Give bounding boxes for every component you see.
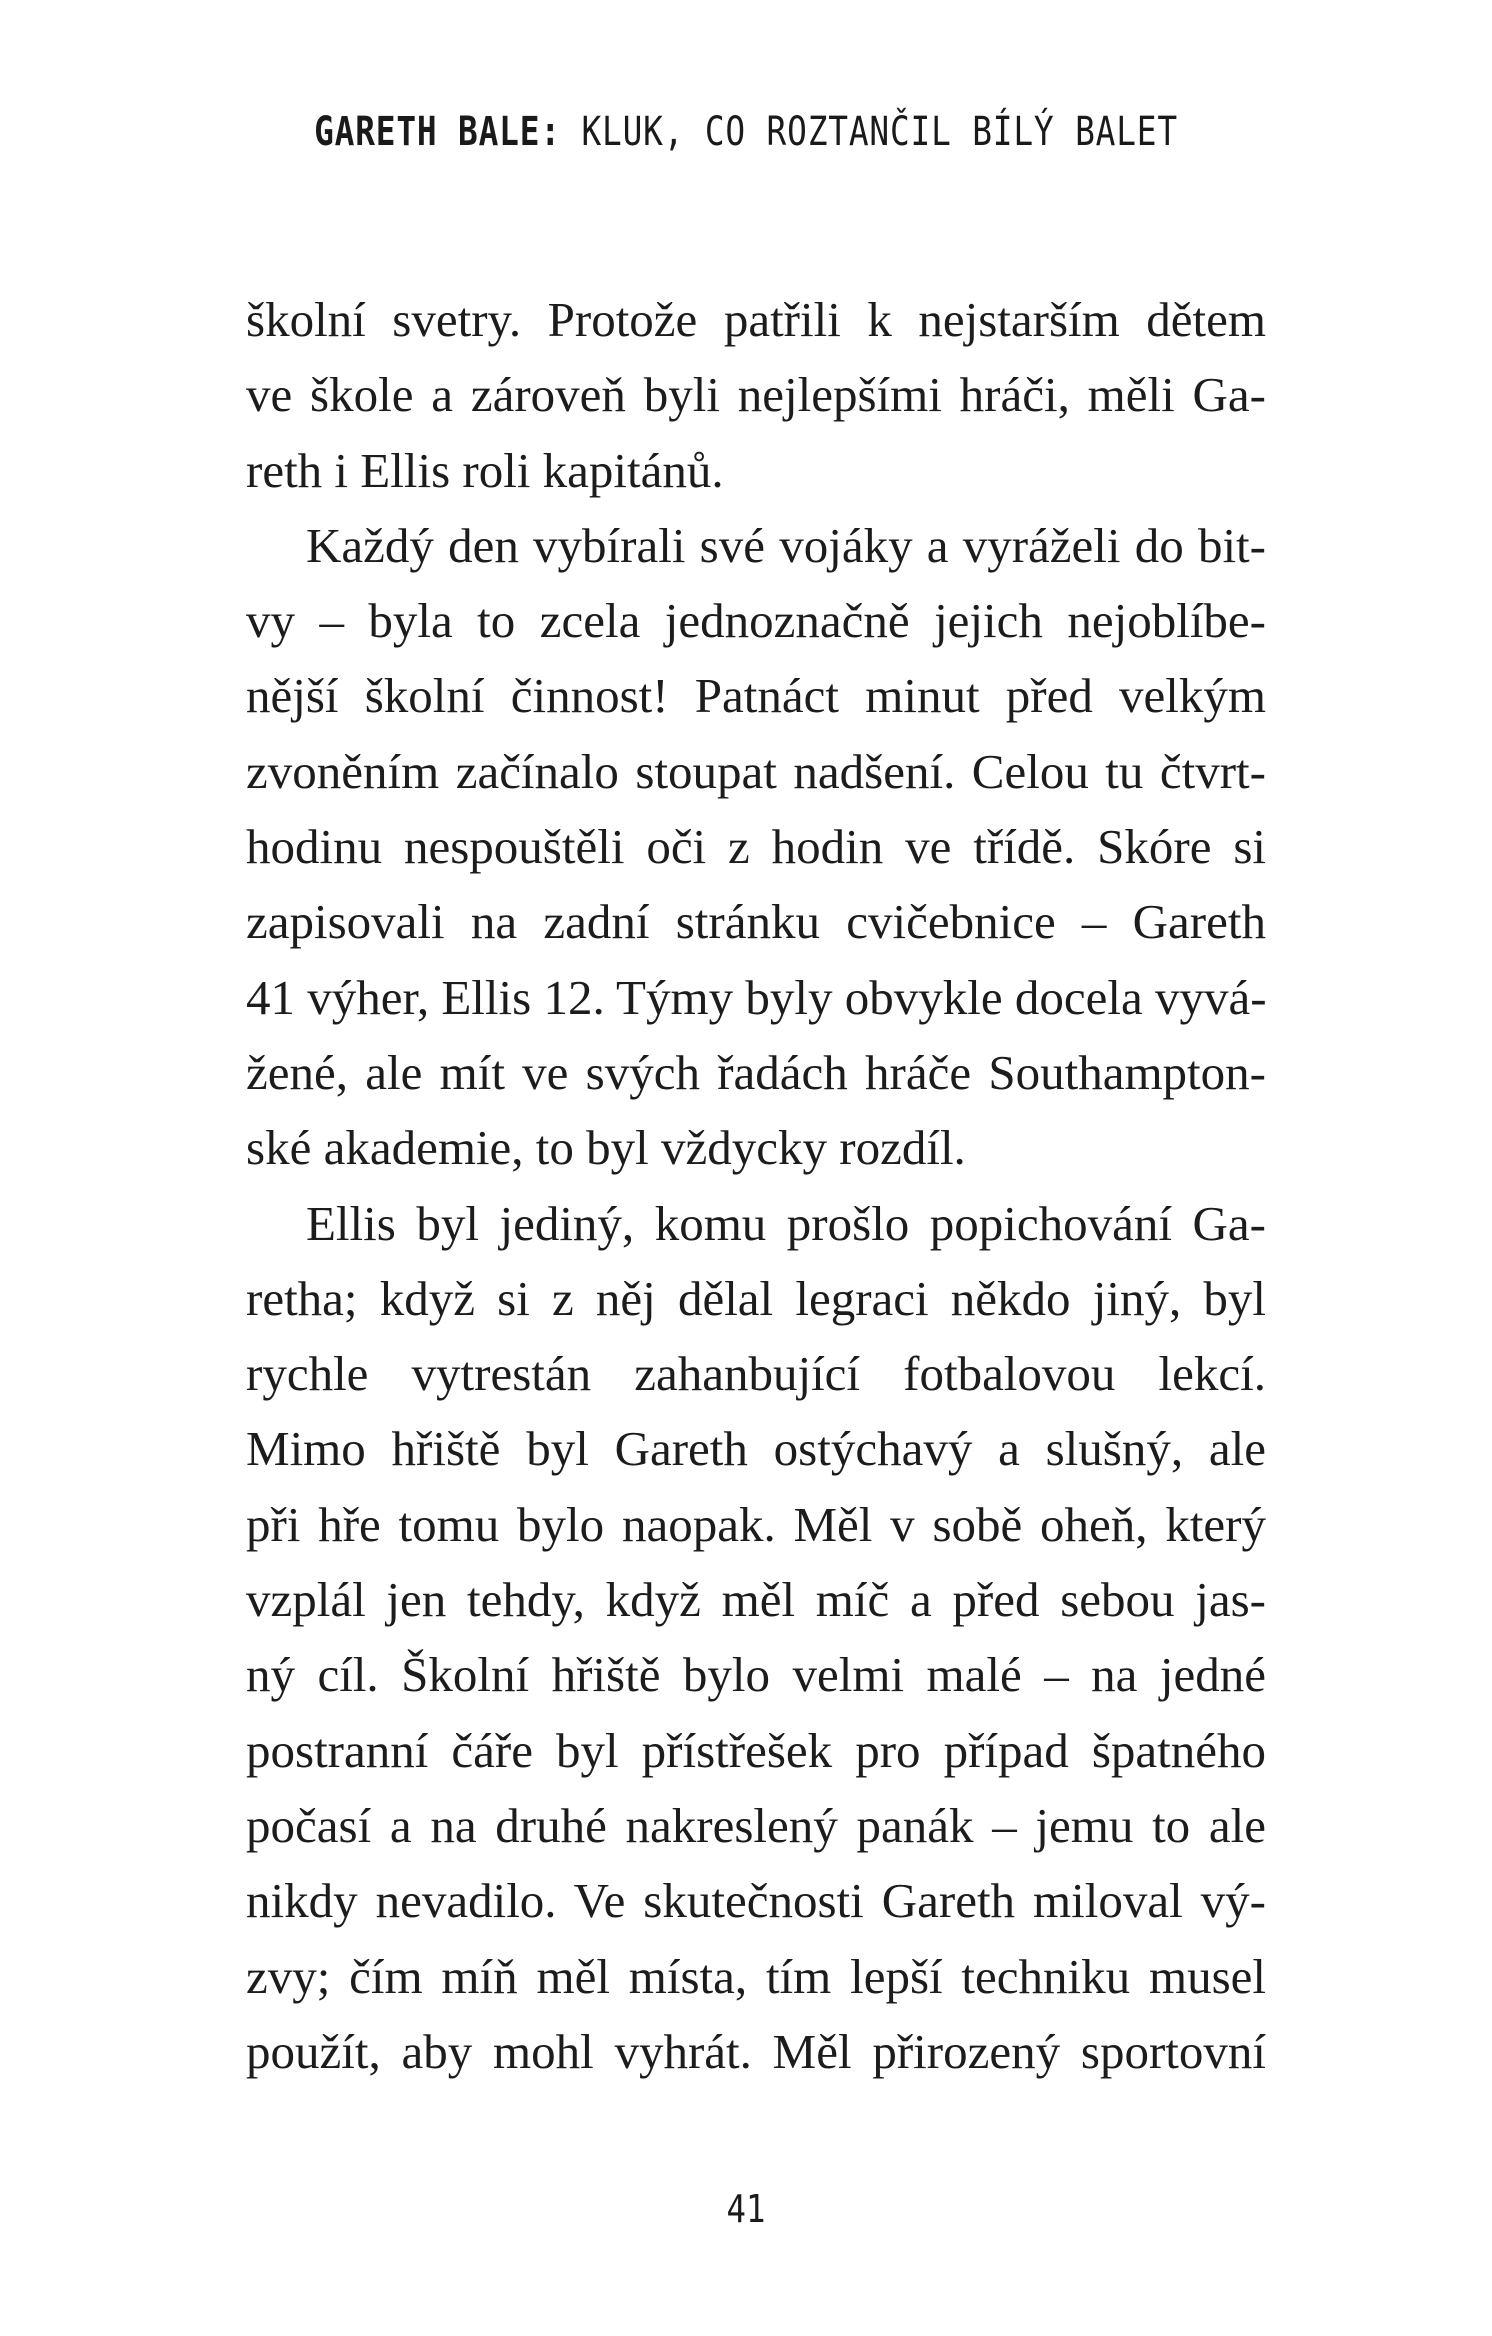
text-line: zvy; čím míň měl místa, tím lepší techniku musel (246, 1948, 1266, 2004)
text-line: 41 výher, Ellis 12. Týmy byly obvykle docela vyvá- (246, 969, 1267, 1025)
running-head-author: GARETH BALE: (314, 109, 561, 155)
text-line: zapisovali na zadní stránku cvičebnice – Gareth (246, 894, 1266, 950)
text-line: nikdy nevadilo. Ve skutečnosti Gareth miloval vý- (246, 1873, 1266, 1929)
text-line: reth i Ellis roli kapitánů. (246, 442, 724, 498)
text-line: při hře tomu bylo naopak. Měl v sobě oheň, který (246, 1496, 1266, 1552)
running-head-title: KLUK, CO ROZTANČIL BÍLÝ BALET (560, 109, 1178, 155)
text-line: ské akademie, to byl vždycky rozdíl. (246, 1120, 966, 1176)
text-line: žené, ale mít ve svých řadách hráče Southampton- (246, 1044, 1266, 1100)
text-line: vy – byla to zcela jednoznačně jejich nejoblíbe- (246, 593, 1266, 649)
text-line: školní svetry. Protože patřili k nejstarším dětem (246, 292, 1266, 347)
text-line: rychle vytrestán zahanbující fotbalovou lekcí. (246, 1346, 1266, 1402)
text-line: Každý den vybírali své vojáky a vyráželi do bit- (306, 517, 1266, 573)
text-line: Ellis byl jediný, komu prošlo popichování Ga- (306, 1195, 1266, 1251)
text-line: počasí a na druhé nakreslený panák – jemu to ale (246, 1797, 1266, 1853)
body-text (246, 282, 1266, 2089)
text-line: zvoněním začínalo stoupat nadšení. Celou tu čtvrt- (246, 743, 1266, 799)
text-line: ný cíl. Školní hřiště bylo velmi malé – na jedné (246, 1647, 1266, 1703)
page-number: 41 (726, 2187, 766, 2231)
text-line: použít, aby mohl vyhrát. Měl přirozený sportovní (246, 2023, 1266, 2079)
text-line: retha; když si z něj dělal legraci někdo jiný, byl (246, 1270, 1266, 1326)
text-line: hodinu nespouštěli oči z hodin ve třídě. Skóre si (246, 819, 1266, 875)
text-line: Mimo hřiště byl Gareth ostýchavý a slušný, ale (246, 1421, 1266, 1477)
text-line: postranní čáře byl přístřešek pro případ špatného (246, 1722, 1266, 1778)
text-line: ve škole a zároveň byli nejlepšími hráči, měli Ga- (246, 367, 1266, 423)
text-line: nější školní činnost! Patnáct minut před velkým (246, 668, 1266, 724)
text-line: vzplál jen tehdy, když měl míč a před sebou jas- (246, 1572, 1266, 1628)
running-head (134, 108, 1357, 156)
